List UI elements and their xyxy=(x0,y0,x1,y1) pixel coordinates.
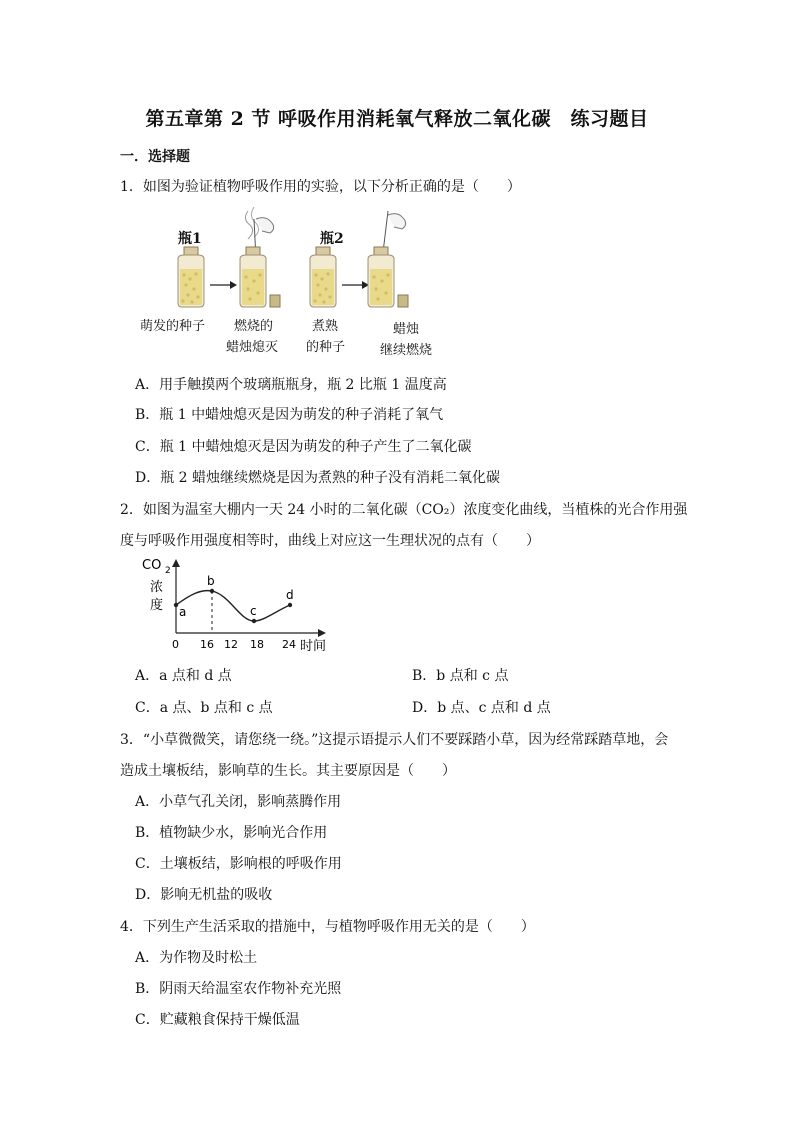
bottle1-label: 瓶1 xyxy=(178,231,202,247)
q2-option-d: D．b 点、c 点和 d 点 xyxy=(412,700,551,716)
q3-option-a: A．小草气孔关闭，影响蒸腾作用 xyxy=(135,794,342,810)
q1-option-b: B．瓶 1 中蜡烛熄灭是因为萌发的种子消耗了氧气 xyxy=(135,407,444,423)
point-label-c: c xyxy=(250,604,257,618)
x-label-time: 时间 xyxy=(300,639,327,654)
point-b xyxy=(210,589,214,593)
q3-stem-line2: 造成土壤板结，影响草的生长。其主要原因是（ ） xyxy=(120,763,456,779)
q2-stem-line1: 2．如图为温室大棚内一天 24 小时的二氧化碳（CO₂）浓度变化曲线，当植株的光合作用强 xyxy=(120,502,688,518)
point-d xyxy=(288,603,292,607)
tick-18: 18 xyxy=(250,638,264,651)
co2-curve xyxy=(176,591,290,621)
q2-option-c: C．a 点、b 点和 c 点 xyxy=(135,700,273,716)
q2-stem-line2: 度与呼吸作用强度相等时，曲线上对应这一生理状况的点有（ ） xyxy=(120,533,540,549)
bottle1-candle-out-icon xyxy=(240,207,280,307)
q2-option-a: A．a 点和 d 点 xyxy=(135,668,232,684)
q3-stem-line1: 3．“小草微微笑，请您绕一绕。”这提示语提示人们不要踩踏小草，因为经常踩踏草地，会 xyxy=(120,732,669,748)
caption-keeps-burning: 继续燃烧 xyxy=(380,343,433,358)
bottle2-candle-burning-icon xyxy=(368,211,408,307)
caption-candle: 蜡烛 xyxy=(393,322,420,337)
q1-option-c: C．瓶 1 中蜡烛熄灭是因为萌发的种子产生了二氧化碳 xyxy=(135,439,472,455)
section-heading: 一．选择题 xyxy=(120,149,190,165)
q4-option-a: A．为作物及时松土 xyxy=(135,950,258,966)
point-label-a: a xyxy=(179,605,187,619)
tick-16: 16 xyxy=(200,638,214,651)
arrow-icon xyxy=(342,281,369,289)
q2-co2-graph xyxy=(140,555,340,655)
q1-option-d: D．瓶 2 蜡烛继续燃烧是因为煮熟的种子没有消耗二氧化碳 xyxy=(135,470,501,486)
tick-12: 12 xyxy=(224,638,238,651)
point-c xyxy=(252,619,256,623)
co2-curve-chart xyxy=(140,555,340,655)
caption-burning-1: 燃烧的 xyxy=(234,319,274,334)
caption-cooked-1: 煮熟 xyxy=(312,319,339,334)
bottle1-seeds-icon xyxy=(178,247,204,307)
y-label-nong: 浓 xyxy=(150,580,164,595)
q3-option-d: D．影响无机盐的吸收 xyxy=(135,887,273,903)
q4-option-b: B．阴雨天给温室农作物补充光照 xyxy=(135,981,342,997)
y-label-sub: 2 xyxy=(165,566,171,576)
y-label-co: CO xyxy=(142,558,162,573)
y-axis-arrow xyxy=(172,559,180,567)
q3-option-b: B．植物缺少水，影响光合作用 xyxy=(135,825,328,841)
x-axis-arrow xyxy=(318,629,326,637)
bottle2-label: 瓶2 xyxy=(320,231,344,247)
q1-stem: 1．如图为验证植物呼吸作用的实验，以下分析正确的是（ ） xyxy=(120,179,521,195)
bottle2-seeds-icon xyxy=(310,247,336,307)
q4-stem: 4．下列生产生活采取的措施中，与植物呼吸作用无关的是（ ） xyxy=(120,919,535,935)
caption-sprouting-seeds: 萌发的种子 xyxy=(140,319,206,334)
tick-0: 0 xyxy=(172,638,179,651)
arrow-icon xyxy=(210,281,237,289)
q1-option-a: A．用手触摸两个玻璃瓶瓶身，瓶 2 比瓶 1 温度高 xyxy=(135,377,447,393)
caption-candle-out: 蜡烛熄灭 xyxy=(226,340,279,355)
tick-24: 24 xyxy=(282,638,296,651)
q4-option-c: C．贮藏粮食保持干燥低温 xyxy=(135,1012,300,1028)
page-title: 第五章第 2 节 呼吸作用消耗氧气释放二氧化碳 练习题目 xyxy=(145,108,649,130)
y-label-du: 度 xyxy=(150,598,164,613)
point-label-b: b xyxy=(207,574,215,588)
caption-cooked-2: 的种子 xyxy=(306,340,346,355)
q1-experiment-illustration xyxy=(130,205,460,315)
point-label-d: d xyxy=(286,588,294,602)
point-a xyxy=(174,603,178,607)
q2-option-b: B．b 点和 c 点 xyxy=(412,668,509,684)
q3-option-c: C．土壤板结，影响根的呼吸作用 xyxy=(135,856,342,872)
